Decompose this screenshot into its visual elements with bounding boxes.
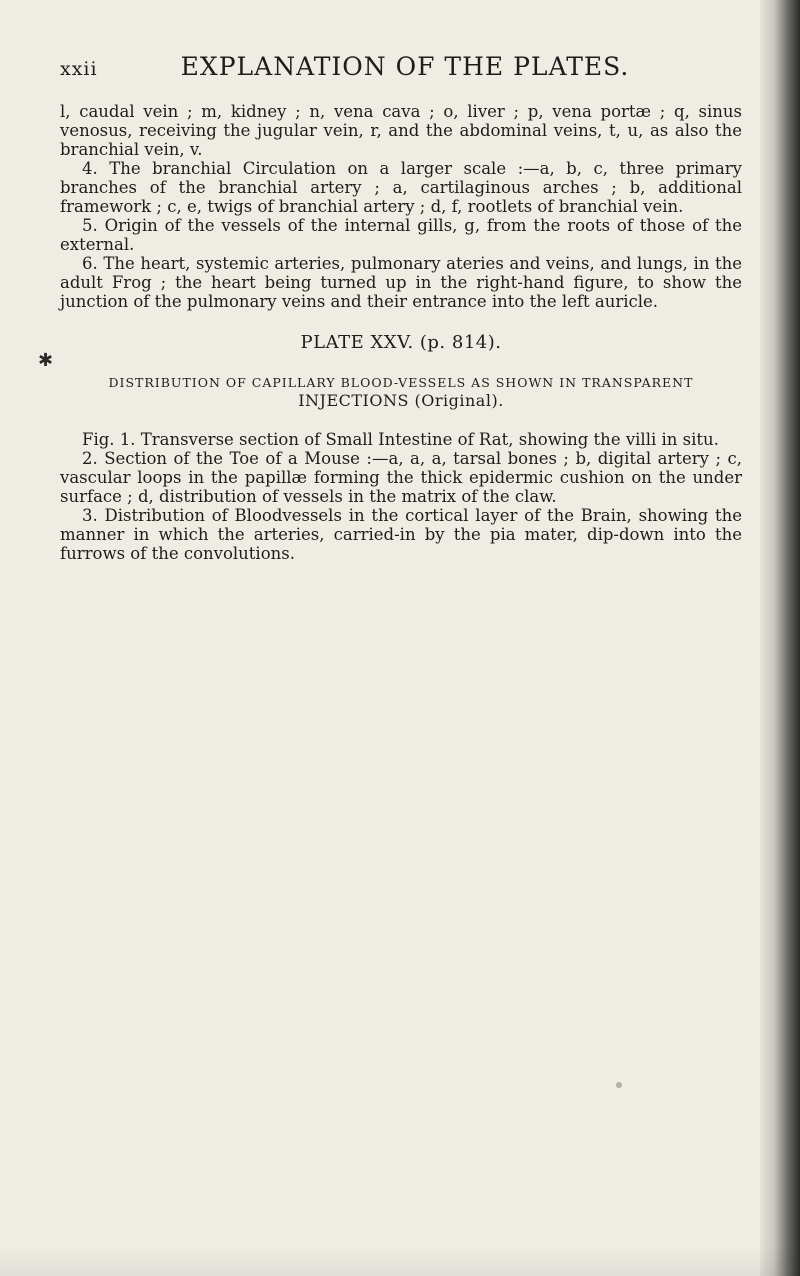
plate-heading: PLATE XXV. (p. 814).: [300, 332, 502, 353]
paragraph-plate-fig-1: Fig. 1. Transverse section of Small Intestine of Rat, showing the villi in situ.: [82, 430, 719, 449]
page-header: [60, 52, 750, 92]
paragraph-plate-fig-3: 3. Distribution of Bloodvessels in the cortical layer of the Brain, showing the manner in which the arteries, carried-in by the pia mater, dip-down into the furrows of the convolutions.: [60, 506, 742, 563]
paper-speck: [616, 1082, 622, 1088]
subheading-line-2: INJECTIONS (Original).: [298, 391, 504, 410]
body-text: [60, 102, 742, 563]
paragraph-figure-6: 6. The heart, systemic arteries, pulmonary ateries and veins, and lungs, in the adult Frog ; the heart being turned up in the right-hand figure, to show the junction of the pulmonary veins and their entrance into the left auricle.: [60, 254, 742, 311]
running-title: EXPLANATION OF THE PLATES.: [180, 52, 630, 81]
paragraph-figure-5: 5. Origin of the vessels of the internal gills, g, from the roots of those of the external.: [60, 216, 742, 254]
subheading-line-1: DISTRIBUTION OF CAPILLARY BLOOD-VESSELS AS SHOWN IN TRANSPARENT: [108, 375, 694, 390]
paragraph-figure-4: 4. The branchial Circulation on a larger scale :—a, b, c, three primary branches of the branchial artery ; a, cartilaginous arches ; b, additional framework ; c, e, twigs of branchial artery ; d, f, rootlets of branchial vein.: [60, 159, 742, 216]
plate-subheading: [60, 374, 742, 410]
paragraph-figure-3-continued: l, caudal vein ; m, kidney ; n, vena cava ; o, liver ; p, vena portæ ; q, sinus venosus, receiving the jugular vein, r, and the abdominal veins, t, u, as also the branchial vein, v.: [60, 102, 742, 159]
book-spine-edge: [760, 0, 800, 1276]
paragraph-plate-fig-2: 2. Section of the Toe of a Mouse :—a, a, a, tarsal bones ; b, digital artery ; c, vascular loops in the papillæ forming the thick epidermic cushion on the under surface ; d, distribution of vessels in the matrix of the claw.: [60, 449, 742, 506]
page-bottom-shade: [0, 1246, 800, 1276]
page-number: xxii: [60, 58, 98, 80]
margin-asterisk-mark: ✱: [38, 350, 54, 371]
